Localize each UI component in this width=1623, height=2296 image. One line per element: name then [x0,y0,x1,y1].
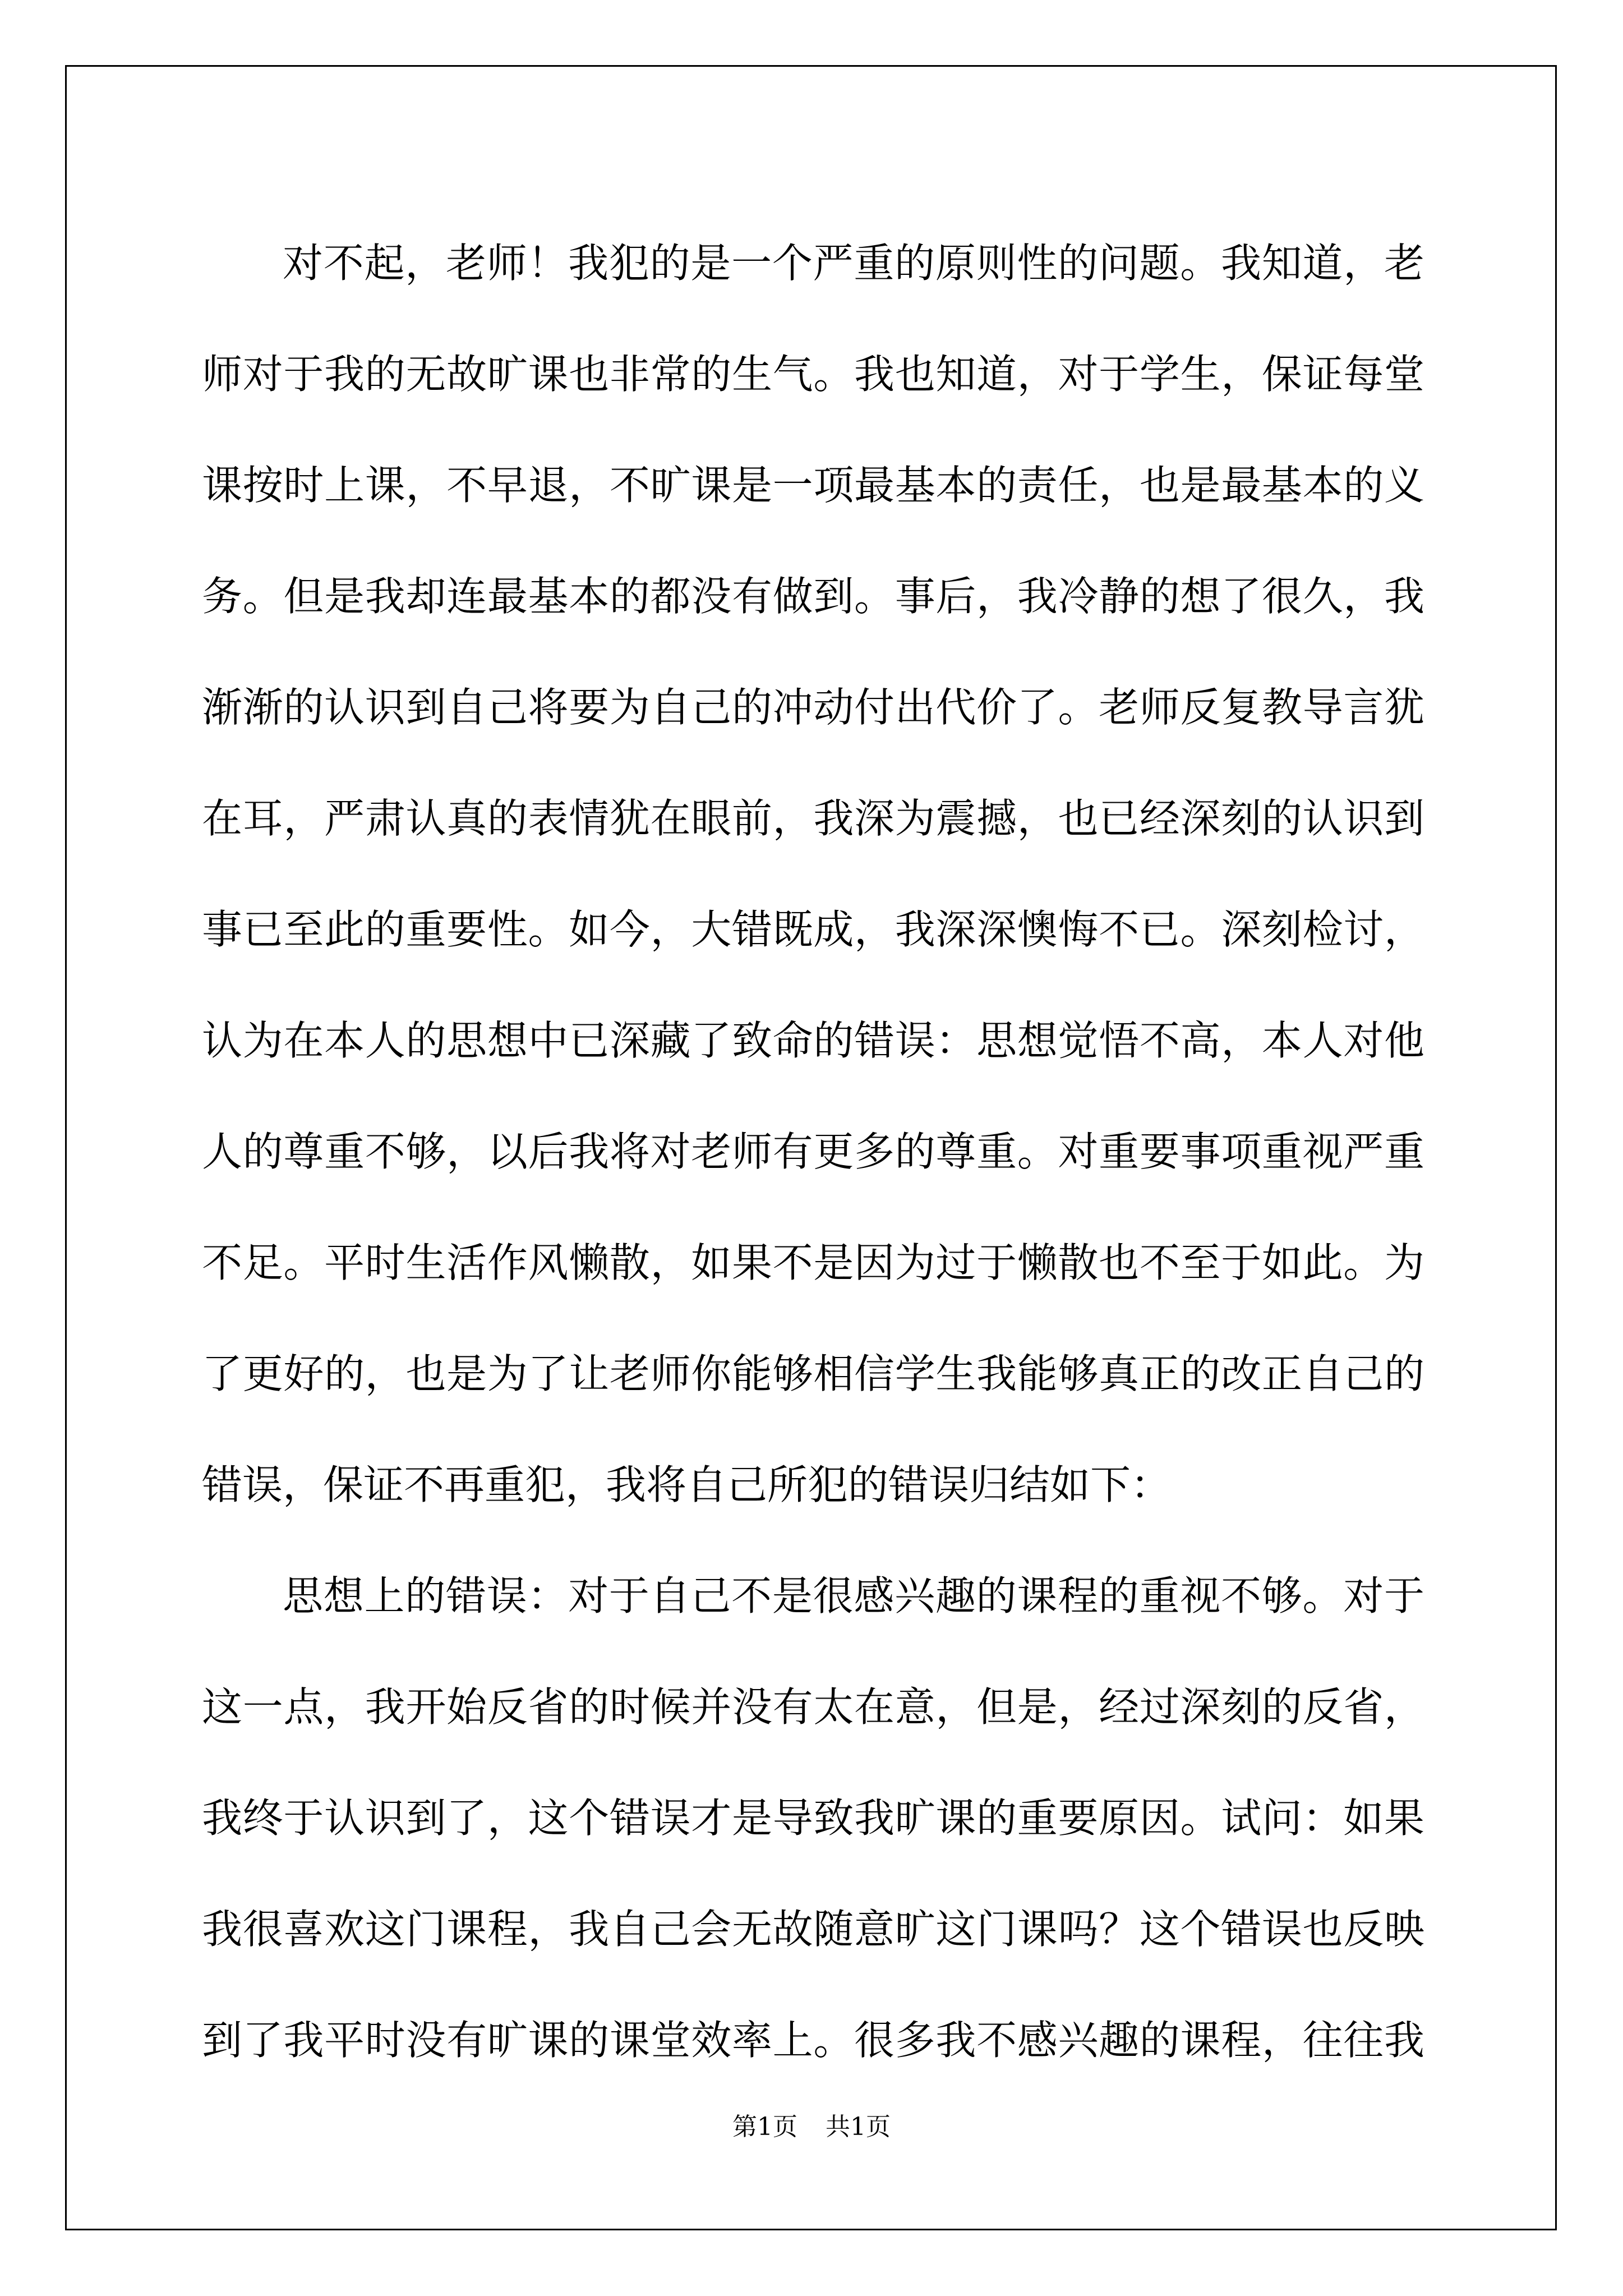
paragraph-1-line-9: 人的尊重不够，以后我将对老师有更多的尊重。对重要事项重视严重 [202,1128,1424,1175]
page-total: 共1页 [826,2113,891,2141]
paragraph-1-line-7: 事已至此的重要性。如今，大错既成，我深深懊悔不已。深刻检讨， [202,906,1424,953]
page-number: 第1页 [732,2113,797,2141]
paragraph-2-line-5: 到了我平时没有旷课的课堂效率上。很多我不感兴趣的课程，往往我 [202,2017,1424,2064]
paragraph-1-line-11: 了更好的，也是为了让老师你能够相信学生我能够真正的改正自己的 [202,1350,1424,1397]
paragraph-2-line-1: 思想上的错误：对于自己不是很感兴趣的课程的重视不够。对于 [283,1572,1424,1619]
document-body [202,208,1424,2096]
paragraph-1-line-1: 对不起，老师！我犯的是一个严重的原则性的问题。我知道，老 [283,240,1424,287]
paragraph-1-line-2: 师对于我的无故旷课也非常的生气。我也知道，对于学生，保证每堂 [202,351,1424,398]
paragraph-1-line-4: 务。但是我却连最基本的都没有做到。事后，我冷静的想了很久，我 [202,573,1424,620]
paragraph-1-line-8: 认为在本人的思想中已深藏了致命的错误：思想觉悟不高，本人对他 [202,1017,1424,1064]
paragraph-2-line-2: 这一点，我开始反省的时候并没有太在意，但是，经过深刻的反省， [202,1683,1424,1731]
paragraph-2-line-3: 我终于认识到了，这个错误才是导致我旷课的重要原因。试问：如果 [202,1795,1424,1842]
paragraph-1-line-3: 课按时上课，不早退，不旷课是一项最基本的责任，也是最基本的义 [202,462,1424,509]
page-footer [0,2106,1623,2142]
paragraph-1-line-5: 渐渐的认识到自己将要为自己的冲动付出代价了。老师反复教导言犹 [202,684,1424,731]
paragraph-1-line-10: 不足。平时生活作风懒散，如果不是因为过于懒散也不至于如此。为 [202,1239,1424,1286]
paragraph-1-line-12: 错误，保证不再重犯，我将自己所犯的错误归结如下： [202,1461,1172,1508]
paragraph-1-line-6: 在耳，严肃认真的表情犹在眼前，我深为震撼，也已经深刻的认识到 [202,795,1424,842]
paragraph-2-line-4: 我很喜欢这门课程，我自己会无故随意旷这门课吗？这个错误也反映 [202,1906,1424,1953]
